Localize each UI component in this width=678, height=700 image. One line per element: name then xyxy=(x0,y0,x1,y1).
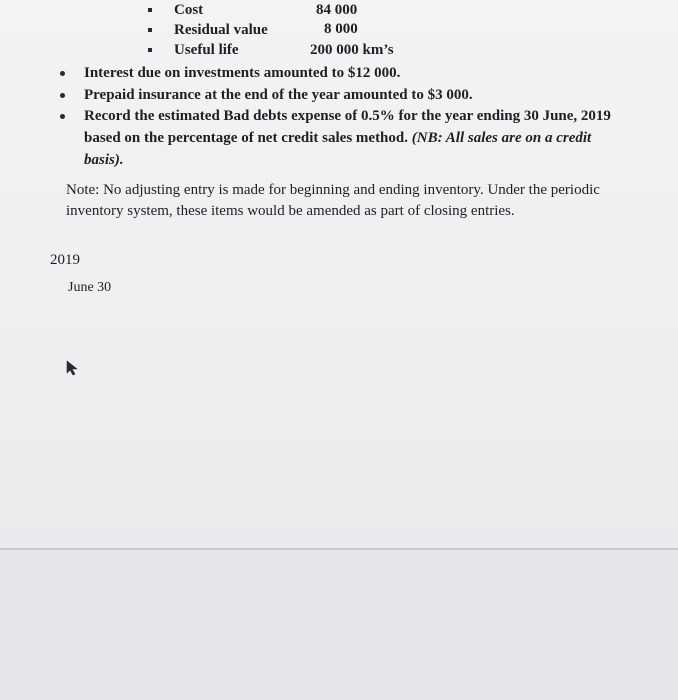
bullet-dot-icon xyxy=(60,93,65,98)
bullet-dot-icon xyxy=(60,71,65,76)
lower-panel xyxy=(0,550,678,700)
journal-date: June 30 xyxy=(68,280,112,295)
bullet-interest xyxy=(60,62,620,84)
square-bullet-icon xyxy=(148,8,152,12)
asset-detail-value: 84 000 xyxy=(316,2,358,18)
bullet-text xyxy=(84,105,624,171)
asset-detail-value: 8 000 xyxy=(324,21,358,37)
journal-year: 2019 xyxy=(50,252,80,268)
bullet-text: Interest due on investments amounted to $12 000. xyxy=(84,65,401,81)
bullet-bad-debts xyxy=(60,105,620,171)
bullet-italic-note: (NB: All sales are on a credit basis). xyxy=(84,130,592,168)
asset-detail-label: Useful life xyxy=(174,42,239,58)
bullet-text: Prepaid insurance at the end of the year amounted to $3 000. xyxy=(84,87,473,103)
square-bullet-icon xyxy=(148,48,152,52)
square-bullet-icon xyxy=(148,28,152,32)
asset-detail-value: 200 000 km’s xyxy=(310,42,394,58)
inventory-note: Note: No adjusting entry is made for beginning and ending inventory. Under the periodic inventory system, these items would be amended as part of closing entries. xyxy=(66,182,600,219)
asset-detail-label: Cost xyxy=(174,2,204,18)
bullet-main-text: Record the estimated Bad debts expense of 0.5% for the year ending 30 June, 2019 based on the percentage of net credit sales method. xyxy=(84,108,611,146)
mouse-pointer-icon xyxy=(66,360,80,376)
bullet-dot-icon xyxy=(60,114,65,119)
bullet-prepaid-insurance xyxy=(60,84,620,106)
asset-detail-label: Residual value xyxy=(174,22,268,38)
